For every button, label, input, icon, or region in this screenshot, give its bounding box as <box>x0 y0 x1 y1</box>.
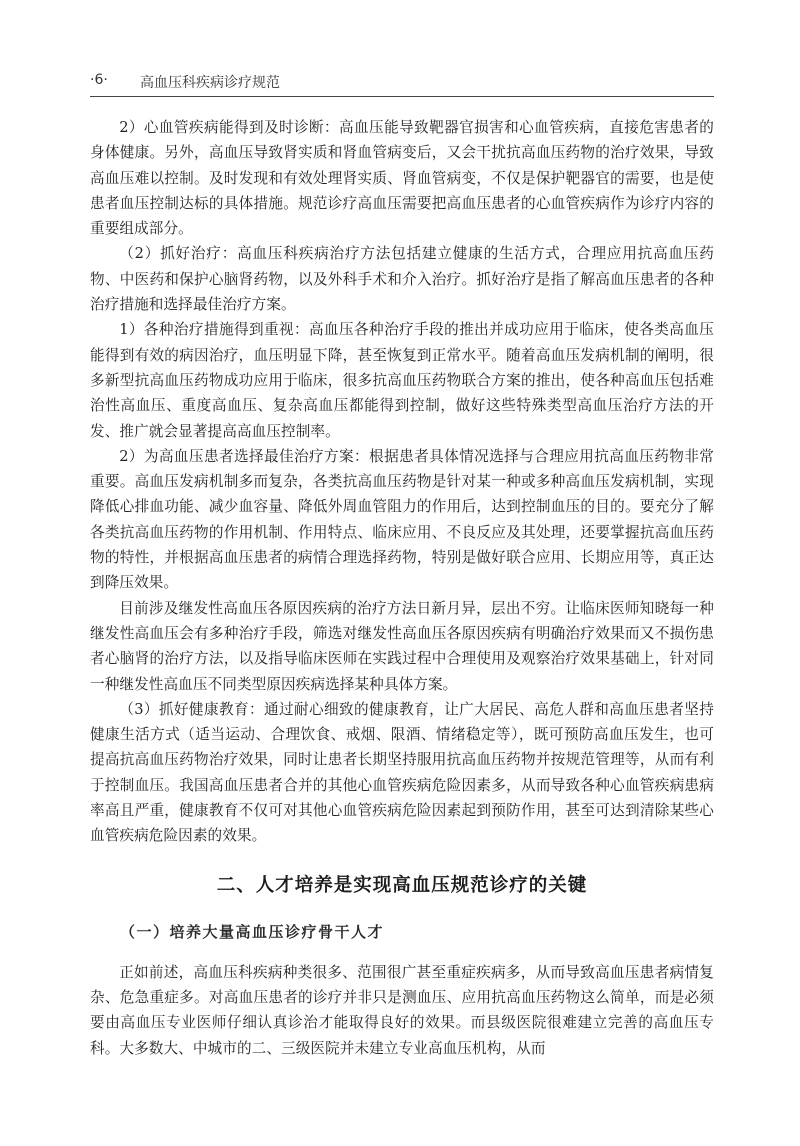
running-title: 高血压科疾病诊疗规范 <box>140 75 280 91</box>
paragraph-treatment-measures: 1）各种治疗措施得到重视：高血压各种治疗手段的推出并成功应用于临床，使各类高血压能得到有效的病因治疗，血压明显下降，甚至恢复到正常水平。随着高血压发病机制的阐明，很多新型抗高血压药物成功应用于临床，很多抗高血压药物联合方案的推出，使各种高血压包括难治性高血压、重度高血压、复杂高血压都能得到控制，做好这些特殊类型高血压治疗方法的开发、推广就会显著提高高血压控制率。 <box>90 321 714 440</box>
paragraph-best-plan: 2）为高血压患者选择最佳治疗方案：根据患者具体情况选择与合理应用抗高血压药物非常重要。高血压发病机制多而复杂，各类抗高血压药物是针对某一种或多种高血压发病机制，实现降低心排血功能、减少血容量、降低外周血管阻力的作用后，达到控制血压的目的。要充分了解各类抗高血压药物的作用机制、作用特点、临床应用、不良反应及其处理，还要掌握抗高血压药物的特性，并根据高血压患者的病情合理选择药物，特别是做好联合应用、长期应用等，真正达到降压效果。 <box>90 447 714 592</box>
subsection-heading: （一）培养大量高血压诊疗骨干人才 <box>120 922 385 941</box>
section-heading: 二、人才培养是实现高血压规范诊疗的关键 <box>216 874 588 896</box>
paragraph-talent: 正如前述，高血压科疾病种类很多、范围很广甚至重症疾病多，从而导致高血压患者病情复杂、危急重症多。对高血压患者的诊疗并非只是测血压、应用抗高血压药物这么简单，而是必须要由高血压专业医师仔细认真诊治才能取得良好的效果。而县级医院很难建立完善的高血压专科。大多数大、中城市的二、三级医院并未建立专业高血压机构，从而 <box>90 963 714 1057</box>
paragraph-secondary-hypertension: 目前涉及继发性高血压各原因疾病的治疗方法日新月异，层出不穷。让临床医师知晓每一种继发性高血压会有多种治疗手段，筛选对继发性高血压各原因疾病有明确治疗效果而又不损伤患者心脑肾的治疗方法，以及指导临床医师在实践过程中合理使用及观察治疗效果基础上，针对同一种继发性高血压不同类型原因疾病选择某种具体方案。 <box>90 599 714 693</box>
page-number: ·6· <box>90 72 108 88</box>
running-header <box>90 66 714 97</box>
paragraph-diagnosis: 2）心血管疾病能得到及时诊断：高血压能导致靶器官损害和心血管疾病，直接危害患者的身体健康。另外，高血压导致肾实质和肾血管病变后，又会干扰抗高血压药物的治疗效果，导致高血压难以控制。及时发现和有效处理肾实质、肾血管病变，不仅是保护靶器官的需要，也是使患者血压控制达标的具体措施。规范诊疗高血压需要把高血压患者的心血管疾病作为诊疗内容的重要组成部分。 <box>90 119 714 238</box>
paragraph-treatment: （2）抓好治疗：高血压科疾病治疗方法包括建立健康的生活方式，合理应用抗高血压药物、中医药和保护心脑肾药物，以及外科手术和介入治疗。抓好治疗是指了解高血压患者的各种治疗措施和选择最佳治疗方案。 <box>90 245 714 314</box>
page-body <box>90 115 714 1061</box>
paragraph-health-education: （3）抓好健康教育：通过耐心细致的健康教育，让广大居民、高危人群和高血压患者坚持健康生活方式（适当运动、合理饮食、戒烟、限酒、情绪稳定等），既可预防高血压发生，也可提高抗高血压药物治疗效果，同时让患者长期坚持服用抗高血压药物并按规范管理等，从而有利于控制血压。我国高血压患者合并的其他心血管疾病危险因素多，从而导致各种心血管疾病患病率高且严重，健康教育不仅可对其他心血管疾病危险因素起到预防作用，甚至可达到清除某些心血管疾病危险因素的效果。 <box>90 700 714 845</box>
